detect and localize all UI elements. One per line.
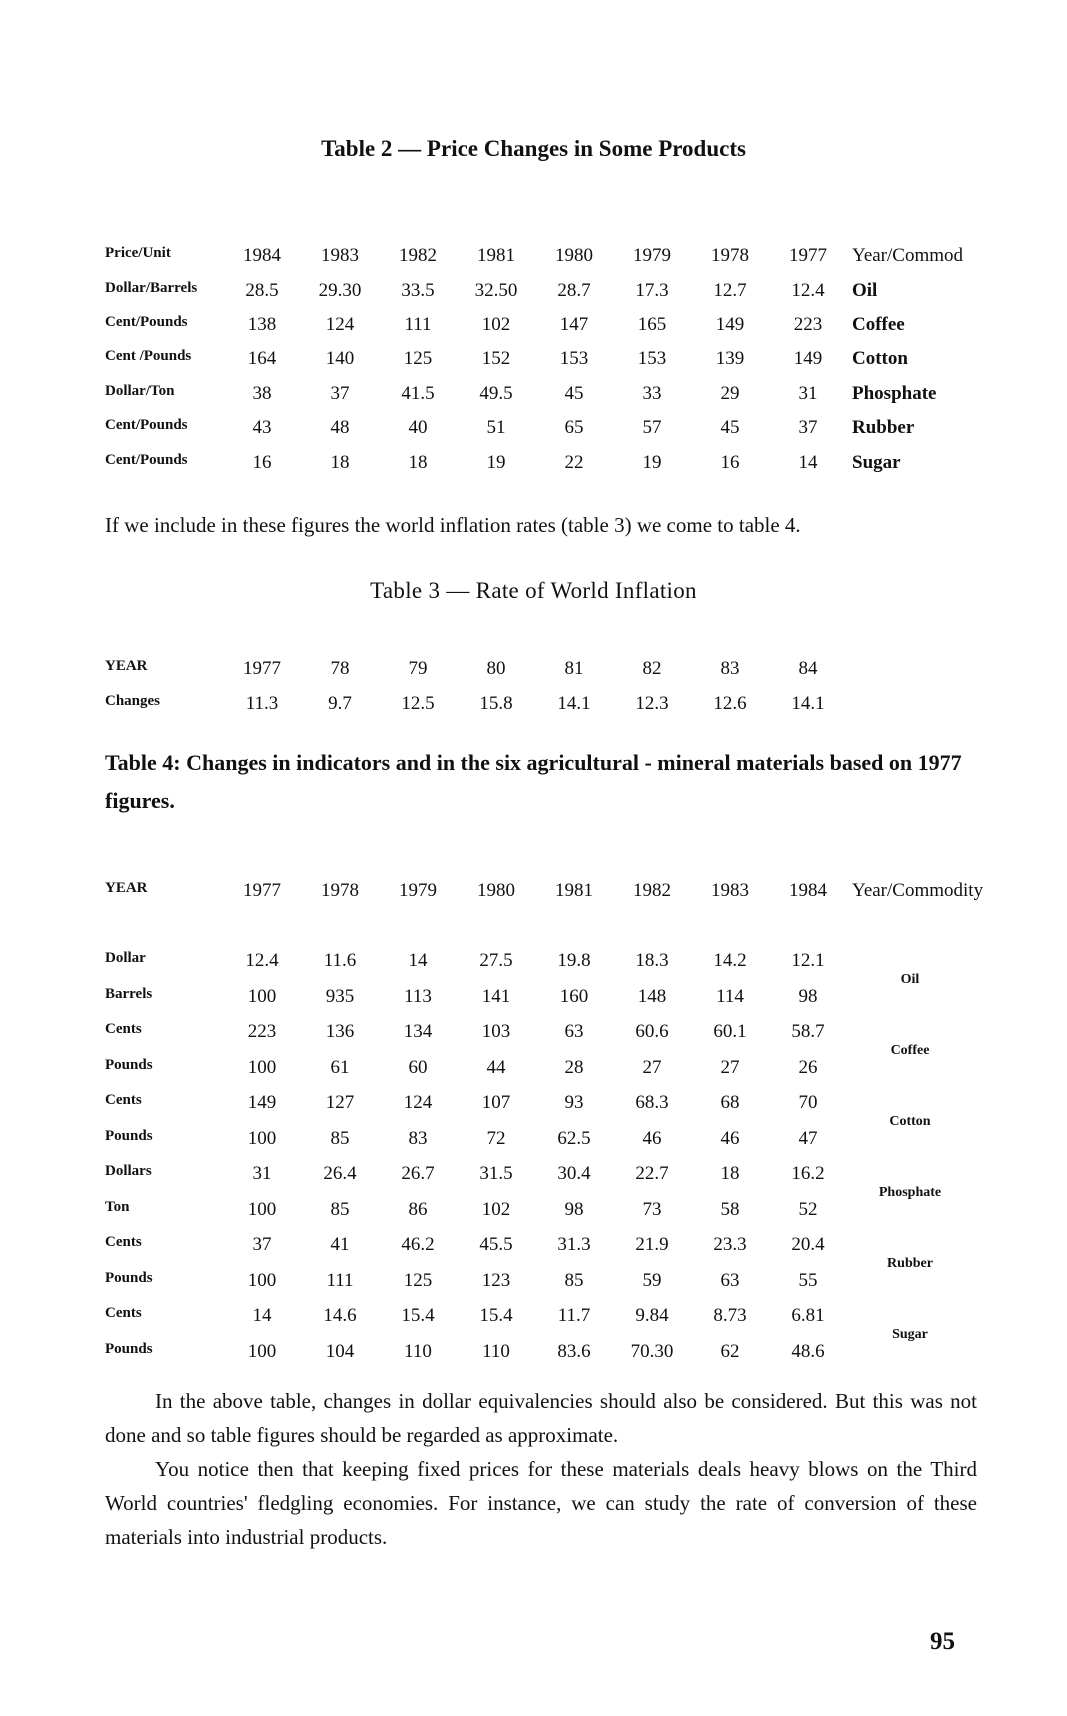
table4-group-phosphate: Phosphate [878,1185,942,1200]
table4-cell: 1978 [321,880,359,901]
table4-cell: 60.6 [635,1021,669,1042]
table2-cell: 149 [715,314,745,335]
table2-cell: 31 [798,383,818,404]
table3-cell: 9.7 [328,693,352,714]
table4-group-cotton: Cotton [889,1114,931,1129]
table4-cell: 100 [247,1270,277,1291]
table2-row [0,280,1067,310]
table4-cell: 60.1 [713,1021,747,1042]
table4-row [0,1341,1067,1371]
table4-group-oil: Oil [900,972,920,987]
table4-cell: 70 [798,1092,818,1113]
table4-row [0,1199,1067,1229]
table4-cell: 1984 [789,880,827,901]
table4-cell: 100 [247,986,277,1007]
table4-cell: 44 [486,1057,506,1078]
table4-cell: 15.4 [401,1305,435,1326]
table4-cell: 148 [637,986,667,1007]
table2-commodity: Coffee [852,314,905,335]
table2-row-label: Cent/Pounds [105,314,188,330]
table2-commodity: Cotton [852,348,908,369]
table4-cell: 31 [252,1163,272,1184]
table2-cell: 16 [252,452,272,473]
table4-cell: 110 [482,1341,510,1362]
table4-row [0,1057,1067,1087]
table4-cell: 110 [404,1341,432,1362]
table3-cell: 14.1 [791,693,825,714]
table2-cell: 41.5 [401,383,435,404]
table4-cell: 14.2 [713,950,747,971]
table4-cell: 83.6 [557,1341,591,1362]
table4-cell: 70.30 [630,1341,674,1362]
table4-cell: 26.4 [323,1163,357,1184]
table4-cell: 160 [559,986,589,1007]
table4-cell: 124 [403,1092,433,1113]
table4-row-label: Dollar [105,950,146,966]
table2-cell: 43 [252,417,272,438]
table2-cell: 1980 [555,245,593,266]
table4-header-row [0,880,1067,910]
table2-cell: 65 [564,417,584,438]
table4-group-coffee: Coffee [890,1043,930,1058]
table4-row-label: Pounds [105,1270,153,1286]
table2-cell: 22 [564,452,584,473]
table3-cell: 1977 [243,658,281,679]
table4-cell: 27.5 [479,950,513,971]
table3-cell: 12.3 [635,693,669,714]
table3-cell: 14.1 [557,693,591,714]
table4-cell: 136 [325,1021,355,1042]
table2-cell: 1978 [711,245,749,266]
table4-cell: 103 [481,1021,511,1042]
table2-cell: 49.5 [479,383,513,404]
table4-cell: 27 [642,1057,662,1078]
table2-cell: 18 [408,452,428,473]
table4-cell: 15.4 [479,1305,513,1326]
table4-cell: 18 [720,1163,740,1184]
table4-row [0,986,1067,1016]
table3-cell: 12.5 [401,693,435,714]
table4-cell: 102 [481,1199,511,1220]
table4-header-commodity: Year/Commodity [852,880,984,901]
table4-cell: 11.6 [323,950,357,971]
table4-row-label: Cents [105,1021,142,1037]
table2-cell: 1977 [789,245,827,266]
table4-cell: 68.3 [635,1092,669,1113]
table2-commodity: Rubber [852,417,915,438]
table4-cell: 14.6 [323,1305,357,1326]
table4-cell: 104 [325,1341,355,1362]
table4-cell: 19.8 [557,950,591,971]
table4-cell: 68 [720,1092,740,1113]
table2-cell: 29.30 [318,280,362,301]
table2-header-commodity: Year/Commod [852,245,964,266]
table4-cell: 12.1 [791,950,825,971]
table4-cell: 58 [720,1199,740,1220]
table4-cell: 114 [716,986,744,1007]
table2-title: Table 2 — Price Changes in Some Products [321,136,746,161]
table4-cell: 12.4 [245,950,279,971]
table4-cell: 23.3 [713,1234,747,1255]
table4-cell: 1980 [477,880,515,901]
table4-cell: 100 [247,1128,277,1149]
table4-cell: 62.5 [557,1128,591,1149]
table3-cell: 15.8 [479,693,513,714]
table4-cell: 61 [330,1057,350,1078]
table2-cell: 28.5 [245,280,279,301]
table2-cell: 38 [252,383,272,404]
table3-cell: 83 [720,658,740,679]
table4-cell: 1977 [243,880,281,901]
paragraph-2: You notice then that keeping fixed prices for these materials deals heavy blows on the Third World countries' fledgling economies. For instance, we can study the rate of conversion of these materials into industrial products. [105,1457,977,1549]
table3-cell: 82 [642,658,662,679]
table3-cell: 11.3 [245,693,279,714]
table3-row [0,693,1067,723]
table4-cell: 52 [798,1199,818,1220]
table2-cell: 138 [247,314,277,335]
table2-cell: 12.4 [791,280,825,301]
table4-cell: 8.73 [713,1305,747,1326]
table4-cell: 98 [798,986,818,1007]
table3-row-label: Changes [105,693,161,709]
table4-cell: 46.2 [401,1234,435,1255]
table4-cell: 73 [642,1199,662,1220]
table4-title: Table 4: Changes in indicators and in the six agricultural - mineral materials based on 1977 figures. [105,750,962,813]
table2-row [0,452,1067,482]
table3-cell: 84 [798,658,818,679]
table4-cell: 47 [798,1128,818,1149]
table4-cell: 14 [252,1305,272,1326]
table4-cell: 107 [481,1092,511,1113]
table2-row-label: Cent/Pounds [105,417,188,433]
table4-row-label: Pounds [105,1128,153,1144]
intro-sentence: If we include in these figures the world inflation rates (table 3) we come to table 4. [105,513,801,537]
table2-row [0,417,1067,447]
table2-commodity: Sugar [852,452,901,473]
table2-cell: 45 [720,417,740,438]
table2-cell: 37 [798,417,818,438]
table2-cell: 32.50 [474,280,518,301]
table2-cell: 19 [486,452,506,473]
table4-cell: 6.81 [791,1305,825,1326]
table2-cell: 28.7 [557,280,591,301]
table2-row [0,383,1067,413]
table2-cell: 19 [642,452,662,473]
table4-cell: 63 [564,1021,584,1042]
table4-cell: 86 [408,1199,428,1220]
table4-cell: 21.9 [635,1234,669,1255]
table4-cell: 127 [325,1092,355,1113]
table4-cell: 31.5 [479,1163,513,1184]
table2-cell: 140 [325,348,355,369]
table4-row-label: Barrels [105,986,153,1002]
table2-cell: 153 [559,348,589,369]
table4-cell: 37 [252,1234,272,1255]
table2-row [0,314,1067,344]
table4-cell: 85 [564,1270,584,1291]
table4-row-label: Cents [105,1234,142,1250]
table2-row-label: Price/Unit [105,245,171,261]
table2-row [0,348,1067,378]
table2-row-label: Cent /Pounds [105,348,192,364]
table4-cell: 111 [326,1270,354,1291]
table4-group-sugar: Sugar [892,1327,928,1342]
paragraph-1: In the above table, changes in dollar equivalencies should also be considered. But this was not done and so table figures should be regarded as approximate. [105,1389,977,1447]
table4-cell: 55 [798,1270,818,1291]
table4-cell: 85 [330,1199,350,1220]
table2-cell: 40 [408,417,428,438]
table2-cell: 14 [798,452,818,473]
table4-cell: 113 [404,986,432,1007]
table2-cell: 1982 [399,245,437,266]
table4-cell: 26 [798,1057,818,1078]
table2-cell: 33 [642,383,662,404]
table2-commodity: Phosphate [852,383,937,404]
table2-cell: 164 [247,348,277,369]
table4-cell: 31.3 [557,1234,591,1255]
table4-cell: 125 [403,1270,433,1291]
table2-cell: 124 [325,314,355,335]
table3-title: Table 3 — Rate of World Inflation [370,578,697,603]
table2-cell: 1981 [477,245,515,266]
table4-cell: 22.7 [635,1163,669,1184]
table4-cell: 85 [330,1128,350,1149]
table4-cell: 46 [642,1128,662,1149]
table2-cell: 139 [715,348,745,369]
table4-row-label: Pounds [105,1341,153,1357]
table4-row [0,1270,1067,1300]
table2-header-row [0,245,1067,275]
table2-cell: 102 [481,314,511,335]
table4-cell: 60 [408,1057,428,1078]
table4-cell: 45.5 [479,1234,513,1255]
table4-cell: 58.7 [791,1021,825,1042]
table4-cell: 59 [642,1270,662,1291]
table2-cell: 147 [559,314,589,335]
table2-cell: 1983 [321,245,359,266]
page-number: 95 [930,1628,955,1655]
table2-cell: 152 [481,348,511,369]
table4-cell: 98 [564,1199,584,1220]
table4-cell: 1981 [555,880,593,901]
table4-cell: 100 [247,1057,277,1078]
table4-cell: 72 [486,1128,506,1149]
table4-cell: 123 [481,1270,511,1291]
table4-cell: 9.84 [635,1305,669,1326]
table2-cell: 45 [564,383,584,404]
table2-cell: 29 [720,383,740,404]
table4-cell: 1979 [399,880,437,901]
table4-cell: 134 [403,1021,433,1042]
table4-cell: 20.4 [791,1234,825,1255]
table4-cell: 46 [720,1128,740,1149]
table2-row-label: Dollar/Barrels [105,280,198,296]
table4-cell: 26.7 [401,1163,435,1184]
table4-row-label: Cents [105,1305,142,1321]
table4-row-label: YEAR [105,880,148,896]
table2-cell: 223 [793,314,823,335]
table4-cell: 11.7 [557,1305,591,1326]
table4-cell: 83 [408,1128,428,1149]
table2-cell: 12.7 [713,280,747,301]
table3-cell: 79 [408,658,428,679]
table4-cell: 27 [720,1057,740,1078]
table4-cell: 93 [564,1092,584,1113]
table2-cell: 51 [486,417,506,438]
table4-cell: 223 [247,1021,277,1042]
table4-row-label: Ton [105,1199,130,1215]
table3-cell: 81 [564,658,584,679]
table4-row-label: Pounds [105,1057,153,1073]
table2-cell: 165 [637,314,667,335]
table2-cell: 1984 [243,245,281,266]
table2-cell: 37 [330,383,350,404]
table4-cell: 18.3 [635,950,669,971]
table4-cell: 63 [720,1270,740,1291]
table4-cell: 141 [481,986,511,1007]
table4-cell: 935 [325,986,355,1007]
table4-row [0,1128,1067,1158]
table2-cell: 17.3 [635,280,669,301]
table2-cell: 149 [793,348,823,369]
table2-cell: 153 [637,348,667,369]
table4-row-label: Dollars [105,1163,152,1179]
table4-cell: 1982 [633,880,671,901]
table4-group-rubber: Rubber [887,1256,933,1271]
table4-row-label: Cents [105,1092,142,1108]
table3-cell: 80 [486,658,506,679]
table2-cell: 125 [403,348,433,369]
table2-cell: 33.5 [401,280,435,301]
table4-cell: 100 [247,1341,277,1362]
table4-cell: 1983 [711,880,749,901]
table4-cell: 48.6 [791,1341,825,1362]
table2-cell: 111 [404,314,432,335]
table4-cell: 41 [330,1234,350,1255]
table2-cell: 16 [720,452,740,473]
table2-row-label: Cent/Pounds [105,452,188,468]
table2-cell: 48 [330,417,350,438]
table4-cell: 28 [564,1057,584,1078]
table3-row-label: YEAR [105,658,148,674]
table4-cell: 62 [720,1341,740,1362]
table4-cell: 30.4 [557,1163,591,1184]
table3-header-row [0,658,1067,688]
table3-cell: 12.6 [713,693,747,714]
table4-cell: 16.2 [791,1163,825,1184]
table2-cell: 18 [330,452,350,473]
table4-cell: 149 [247,1092,277,1113]
table3-cell: 78 [330,658,350,679]
table4-cell: 14 [408,950,428,971]
table2-cell: 57 [642,417,662,438]
table4-cell: 100 [247,1199,277,1220]
table2-cell: 1979 [633,245,671,266]
table2-row-label: Dollar/Ton [105,383,175,399]
table2-commodity: Oil [852,280,878,301]
